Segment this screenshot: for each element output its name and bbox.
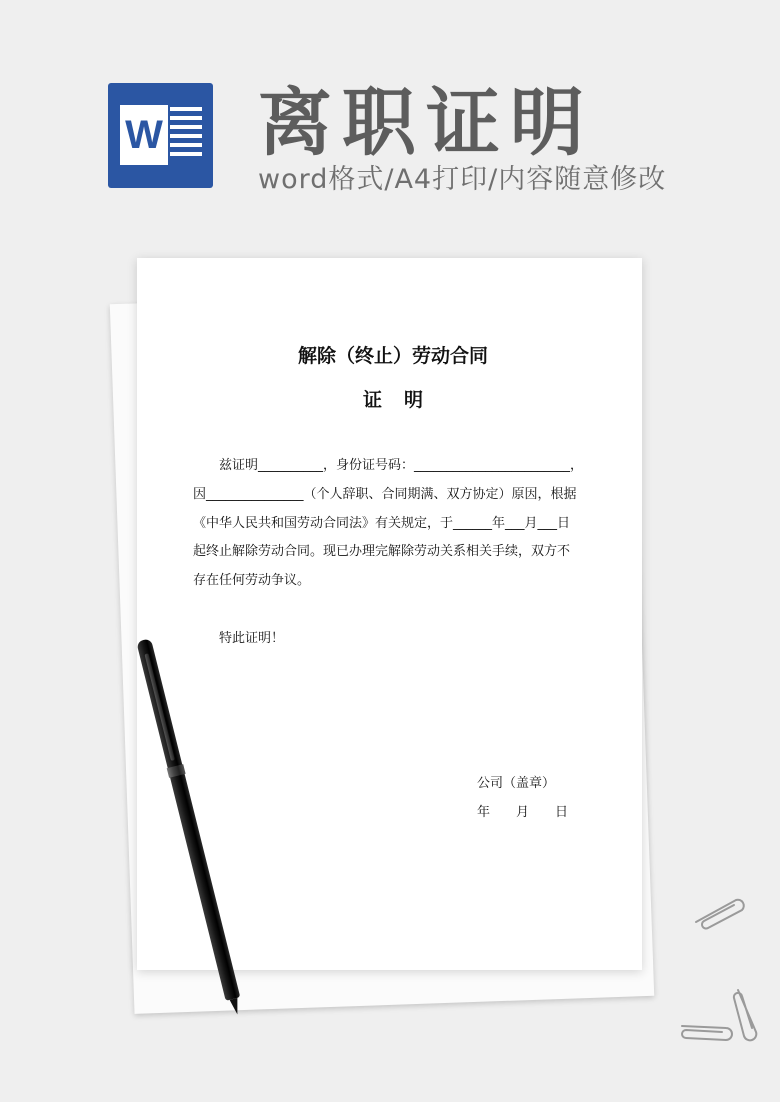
document-page — [137, 258, 642, 970]
date-label: 年 月 日 — [477, 805, 569, 820]
company-seal-label: 公司（盖章） — [477, 776, 556, 791]
body-line-2: 因_______________（个人辞职、合同期满、双方协定）原因，根据 — [193, 487, 577, 502]
paperclip-icon — [690, 890, 750, 930]
document-subtitle: 证明 — [362, 389, 445, 411]
document-title: 解除（终止）劳动合同 — [297, 345, 488, 367]
page-subtitle: word格式/A4打印/内容随意修改 — [258, 164, 667, 195]
page-title: 离职证明 — [258, 80, 594, 166]
body-line-3: 《中华人民共和国劳动合同法》有关规定，于______年___月___日 — [193, 516, 571, 531]
body-line-5: 存在任何劳动争议。 — [193, 573, 311, 588]
paperclip-icon — [730, 984, 764, 1042]
word-icon — [108, 83, 213, 188]
paperclip-icon — [676, 1016, 736, 1042]
word-icon-letter: W — [120, 105, 168, 165]
closing-statement: 特此证明！ — [219, 631, 285, 646]
word-icon-lines — [170, 107, 202, 161]
body-line-4: 起终止解除劳动合同。现已办理完解除劳动关系相关手续，双方不 — [193, 544, 571, 559]
body-line-1: 兹证明__________，身份证号码：________________________， — [219, 458, 584, 473]
